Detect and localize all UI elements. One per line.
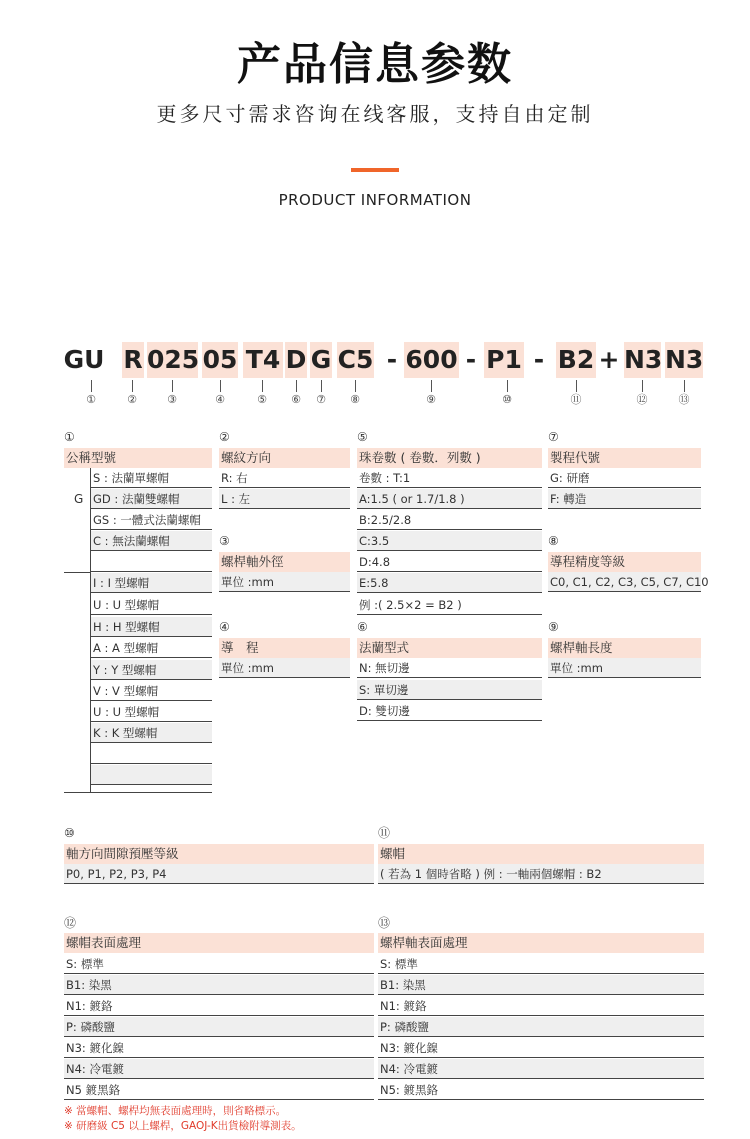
section-header-shaft-length: 螺桿軸長度 xyxy=(548,638,701,658)
code-seg: P1 xyxy=(484,342,524,378)
list-item: P0, P1, P2, P3, P4 xyxy=(64,864,374,884)
model-prefix-g: G xyxy=(74,492,84,506)
code-marker: ④ xyxy=(215,393,225,406)
code-marker: ⑥ xyxy=(291,393,301,406)
code-seg: - xyxy=(533,345,545,374)
footnote: ※ 當螺帽、螺桿均無表面處理時，則省略標示。 xyxy=(64,1105,287,1117)
code-seg: C5 xyxy=(337,342,374,378)
list-item: C0, C1, C2, C3, C5, C7, C10 xyxy=(548,572,701,592)
code-seg: G xyxy=(310,342,332,378)
list-item: N4: 冷電鍍 xyxy=(64,1059,374,1079)
code-seg: 05 xyxy=(202,342,238,378)
list-item: GD : 法蘭雙螺帽 xyxy=(91,489,212,509)
section-number: ⑪ xyxy=(378,826,391,840)
tick xyxy=(431,380,432,392)
section-number: ① xyxy=(64,430,75,444)
footnote: ※ 研磨級 C5 以上螺桿，GAOJ-K出貨檢附導測表。 xyxy=(64,1120,302,1132)
list-item: U : U 型螺帽 xyxy=(91,702,212,722)
section-header-lead-accuracy: 導程精度等級 xyxy=(548,552,701,572)
list-item: C:3.5 xyxy=(357,531,542,551)
code-seg: T4 xyxy=(243,342,283,378)
code-seg: + xyxy=(598,345,620,374)
list-item: V : V 型螺帽 xyxy=(91,681,212,701)
tick xyxy=(684,380,685,392)
section-header-model-type: 公稱型號 xyxy=(64,448,212,468)
list-item: L : 左 xyxy=(219,489,350,509)
code-seg: - xyxy=(465,345,477,374)
list-item: N5 鍍黑鉻 xyxy=(64,1080,374,1100)
list-item xyxy=(91,744,212,764)
list-item: N3: 鍍化鎳 xyxy=(378,1038,704,1058)
list-item: N4: 冷電鍍 xyxy=(378,1059,704,1079)
code-seg: N3 xyxy=(665,342,703,378)
section-header-process-code: 製程代號 xyxy=(548,448,701,468)
tick xyxy=(642,380,643,392)
section-number: ⑤ xyxy=(357,430,368,444)
section-number: ⑥ xyxy=(357,620,368,634)
code-marker: ⑤ xyxy=(257,393,267,406)
page-subtitle: 更多尺寸需求咨询在线客服，支持自由定制 xyxy=(156,102,594,126)
list-item: N1: 鍍鉻 xyxy=(64,996,374,1016)
list-item: N5: 鍍黑鉻 xyxy=(378,1080,704,1100)
section-number: ⑦ xyxy=(548,430,559,444)
code-seg: GU xyxy=(63,345,105,374)
list-item: S : 法蘭單螺帽 xyxy=(91,468,212,488)
list-item: 卷數 : T:1 xyxy=(357,468,542,488)
section-header-ball-circuits: 珠卷數 ( 卷數．列數 ) xyxy=(357,448,542,468)
list-item: N3: 鍍化鎳 xyxy=(64,1038,374,1058)
page-title: 产品信息参数 xyxy=(237,39,513,90)
list-item: ( 若為 1 個時省略 ) 例 : 一軸兩個螺帽 : B2 xyxy=(378,864,704,884)
tick xyxy=(132,380,133,392)
divider xyxy=(64,792,212,793)
list-item: N1: 鍍鉻 xyxy=(378,996,704,1016)
section-header-shaft-surface: 螺桿軸表面處理 xyxy=(378,933,704,953)
tick xyxy=(296,380,297,392)
code-marker: ⑦ xyxy=(316,393,326,406)
code-seg: B2 xyxy=(556,342,596,378)
list-item: A:1.5 ( or 1.7/1.8 ) xyxy=(357,489,542,509)
tick xyxy=(262,380,263,392)
list-item: B1: 染黑 xyxy=(378,975,704,995)
tick xyxy=(172,380,173,392)
code-marker: ⑧ xyxy=(350,393,360,406)
tick xyxy=(220,380,221,392)
list-item: N: 無切邊 xyxy=(357,658,542,678)
divider xyxy=(64,572,91,573)
list-item xyxy=(91,552,212,572)
section-number: ⑧ xyxy=(548,534,559,548)
list-item: B:2.5/2.8 xyxy=(357,510,542,530)
section-header-axial-clearance: 軸方向間隙預壓等級 xyxy=(64,844,374,864)
list-item: 單位 :mm xyxy=(548,658,701,678)
code-seg: - xyxy=(386,345,398,374)
section-header-nut-surface: 螺帽表面處理 xyxy=(64,933,374,953)
section-header-shaft-diameter: 螺桿軸外徑 xyxy=(219,552,350,572)
section-number: ⑫ xyxy=(64,916,77,930)
list-item: C : 無法蘭螺帽 xyxy=(91,531,212,551)
list-item: R: 右 xyxy=(219,468,350,488)
code-marker: ⑨ xyxy=(426,393,436,406)
list-item: Y : Y 型螺帽 xyxy=(91,660,212,680)
tick xyxy=(91,380,92,392)
list-item: I : I 型螺帽 xyxy=(91,573,212,593)
code-seg: 600 xyxy=(404,342,459,378)
section-number: ⑨ xyxy=(548,620,559,634)
list-item: P: 磷酸鹽 xyxy=(64,1017,374,1037)
list-item: D: 雙切邊 xyxy=(357,701,542,721)
list-item: F: 轉造 xyxy=(548,489,701,509)
code-marker: ② xyxy=(127,393,137,406)
english-title: PRODUCT INFORMATION xyxy=(278,191,472,209)
list-item: U : U 型螺帽 xyxy=(91,595,212,615)
code-seg: N3 xyxy=(624,342,661,378)
list-item: 單位 :mm xyxy=(219,572,350,592)
code-seg: D xyxy=(285,342,307,378)
list-item: P: 磷酸鹽 xyxy=(378,1017,704,1037)
list-item: 單位 :mm xyxy=(219,658,350,678)
list-item: H : H 型螺帽 xyxy=(91,617,212,637)
tick xyxy=(321,380,322,392)
code-marker: ⑩ xyxy=(502,393,512,406)
list-item: 例 :( 2.5×2 = B2 ) xyxy=(357,595,542,615)
section-header-thread-direction: 螺紋方向 xyxy=(219,448,350,468)
code-marker: ① xyxy=(86,393,96,406)
code-marker: ⑪ xyxy=(570,393,582,406)
list-item: B1: 染黑 xyxy=(64,975,374,995)
code-marker: ③ xyxy=(167,393,177,406)
list-item: G: 研磨 xyxy=(548,468,701,488)
code-marker: ⑫ xyxy=(636,393,648,406)
section-number: ⑬ xyxy=(378,916,391,930)
list-item: K : K 型螺帽 xyxy=(91,723,212,743)
section-header-nut: 螺帽 xyxy=(378,844,704,864)
list-item xyxy=(91,765,212,785)
section-number: ② xyxy=(219,430,230,444)
section-header-flange-type: 法蘭型式 xyxy=(357,638,542,658)
section-number: ④ xyxy=(219,620,230,634)
code-seg: R xyxy=(122,342,144,378)
list-item: S: 標準 xyxy=(378,954,704,974)
tick xyxy=(355,380,356,392)
tick xyxy=(576,380,577,392)
section-header-lead: 導 程 xyxy=(219,638,350,658)
list-item: D:4.8 xyxy=(357,552,542,572)
section-number: ⑩ xyxy=(64,826,75,840)
code-seg: 025 xyxy=(147,342,198,378)
tick xyxy=(507,380,508,392)
list-item: E:5.8 xyxy=(357,573,542,593)
list-item: A : A 型螺帽 xyxy=(91,638,212,658)
list-item: S: 單切邊 xyxy=(357,680,542,700)
code-marker: ⑬ xyxy=(678,393,690,406)
section-number: ③ xyxy=(219,534,230,548)
list-item: GS : 一體式法蘭螺帽 xyxy=(91,510,212,530)
list-item: S: 標準 xyxy=(64,954,374,974)
accent-bar xyxy=(351,168,399,172)
